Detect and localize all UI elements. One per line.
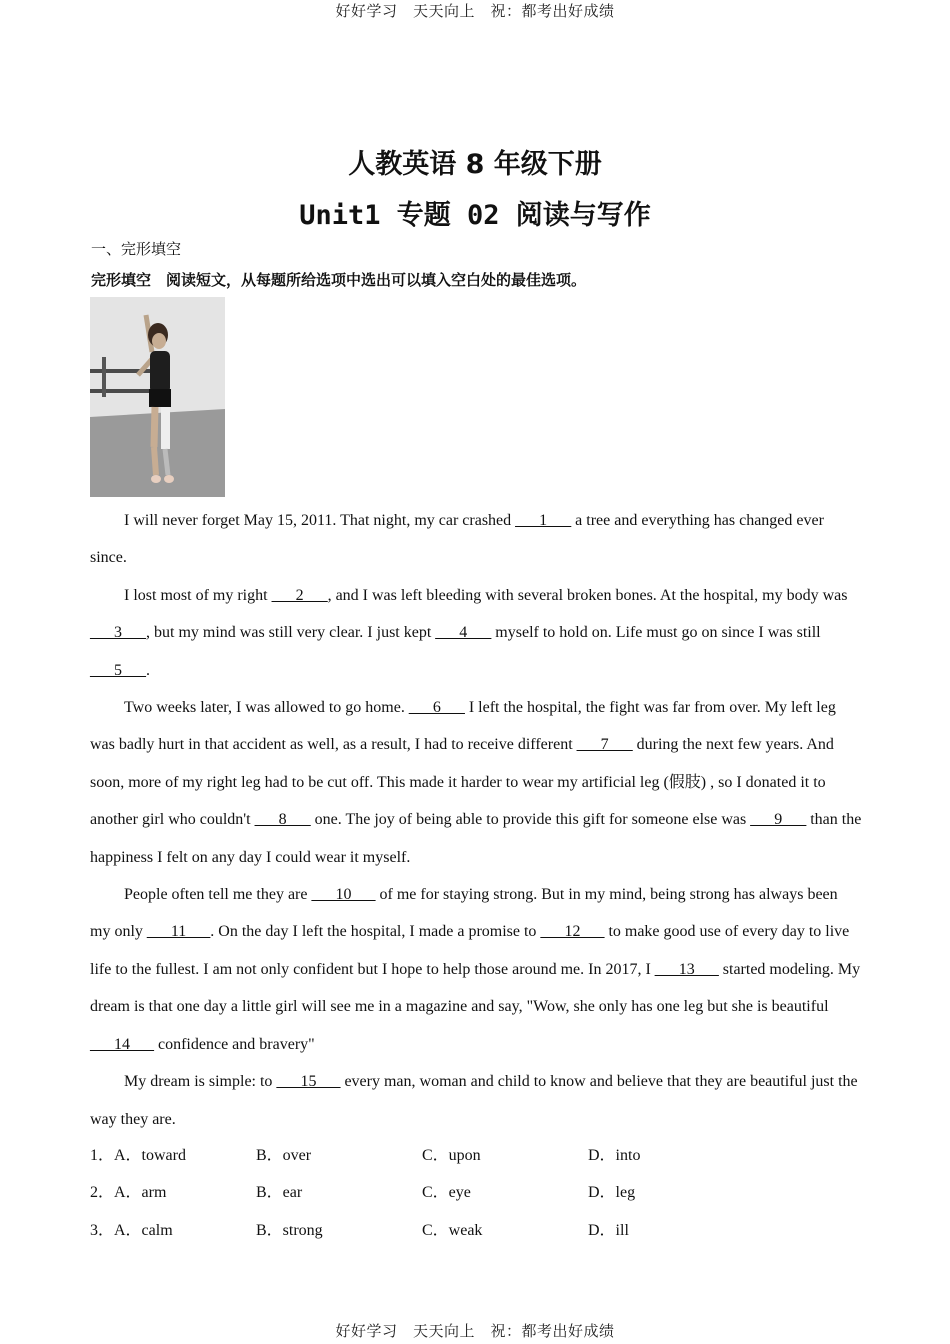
- blank-13: ___13___: [654, 960, 719, 978]
- passage-paragraph: I lost most of my right ___2___, and I was left bleeding with several broken bones. At the hospital, my body was ___3___, but my mind was still very clear. I just kept ___4___ myself to hold on. Life must go on since I was still ___5___.: [90, 586, 848, 679]
- section-heading: 一、完形填空: [91, 240, 182, 258]
- blank-12: ___12___: [540, 923, 605, 941]
- option-d: D．leg: [588, 1184, 636, 1202]
- option-b: B．over: [256, 1147, 312, 1164]
- blank-1: ___1___: [515, 512, 572, 529]
- option-c: C．eye: [422, 1184, 471, 1202]
- option-c: C．upon: [422, 1147, 481, 1164]
- blank-3: ___3___: [90, 624, 146, 642]
- page-footer: 好好学习 天天向上 祝：都考出好成绩: [335, 1322, 615, 1340]
- blank-7: ___7___: [576, 736, 633, 754]
- question-row-3: [90, 1212, 862, 1249]
- blank-6: ___6___: [408, 699, 465, 717]
- blank-10: ___10___: [311, 886, 376, 904]
- instruction-text: 完形填空 阅读短文，从每题所给选项中选出可以填入空白处的最佳选项。: [91, 271, 587, 289]
- option-d: D．ill: [588, 1221, 629, 1239]
- option-c: C．weak: [422, 1221, 483, 1239]
- blank-2: ___2___: [271, 586, 328, 604]
- page-header: 好好学习 天天向上 祝：都考出好成绩: [335, 2, 615, 20]
- ballet-dancer-photo: [90, 297, 225, 497]
- option-b: B．strong: [256, 1221, 323, 1239]
- blank-14: ___14___: [90, 1035, 154, 1053]
- document-title: 人教英语 8 年级下册: [348, 149, 602, 180]
- question-row-1: [90, 1137, 862, 1174]
- passage-paragraph: I will never forget May 15, 2011. That night, my car crashed ___1___ a tree and everything has changed ever since.: [90, 512, 824, 567]
- passage-paragraph: Two weeks later, I was allowed to go home. ___6___ I left the hospital, the fight was far from over. My left leg was badly hurt in that accident as well, as a result, I had to receive different ___7___ during the next few years. And soon, more of my right leg had to be cut off. This made it harder to wear my artificial leg (假肢) , so I donated it to another girl who couldn't ___8___ one. The joy of being able to provide this gift for someone else was ___9___ than the happiness I felt on any day I could wear it myself.: [90, 699, 862, 866]
- option-a: 3．A．calm: [90, 1221, 173, 1239]
- blank-4: ___4___: [435, 624, 492, 642]
- blank-11: ___11___: [146, 923, 211, 941]
- option-a: 2．A．arm: [90, 1184, 167, 1202]
- document-subtitle: Unit1 专题 02 阅读与写作: [299, 200, 651, 231]
- option-a: 1．A．toward: [90, 1147, 186, 1164]
- option-d: D．into: [588, 1147, 641, 1164]
- passage-paragraph: My dream is simple: to ___15___ every man, woman and child to know and believe that they are beautiful just the way they are.: [90, 1073, 858, 1128]
- question-row-2: [90, 1174, 862, 1211]
- blank-5: ___5___: [90, 661, 146, 679]
- blank-8: ___8___: [254, 811, 311, 829]
- blank-15: ___15___: [276, 1073, 341, 1091]
- cloze-passage: [90, 502, 862, 1138]
- passage-paragraph: People often tell me they are ___10___ of me for staying strong. But in my mind, being strong has always been my only ___11___. On the day I left the hospital, I made a promise to ___12___ to make good use of every day to live life to the fullest. I am not only confident but I hope to help those around me. In 2017, I ___13___ started modeling. My dream is that one day a little girl will see me in a magazine and say, "Wow, she only has one leg but she is beautiful ___14___ confidence and bravery": [90, 886, 861, 1053]
- blank-9: ___9___: [750, 811, 807, 829]
- option-b: B．ear: [256, 1184, 303, 1202]
- answer-options: [90, 1137, 862, 1249]
